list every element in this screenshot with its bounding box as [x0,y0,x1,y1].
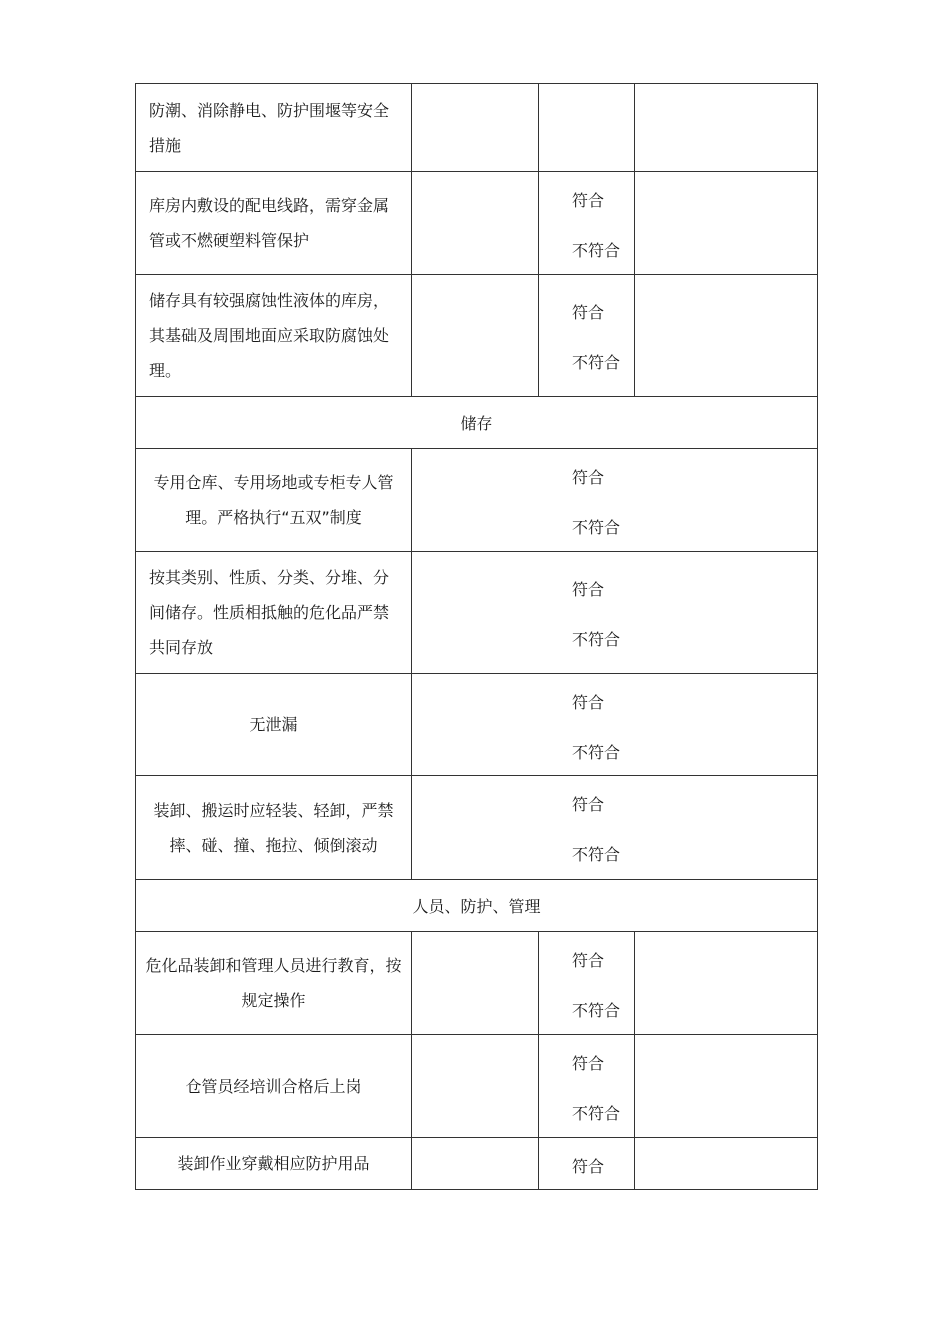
check-item: 装卸作业穿戴相应防护用品 [136,1138,412,1190]
blank-cell [412,1035,539,1138]
result-cell [412,776,818,880]
blank-cell [412,84,539,172]
section-title: 人员、防护、管理 [136,880,818,932]
option-conform[interactable]: 符合 [572,951,605,970]
result-cell [539,1138,635,1190]
result-cell [539,1035,635,1138]
remark-cell [635,84,818,172]
blank-cell [412,172,539,275]
checklist-table [135,83,818,1190]
table-row [136,1138,818,1190]
table-row [136,776,818,880]
option-nonconform[interactable]: 不符合 [572,1104,621,1123]
check-item: 防潮、消除静电、防护围堰等安全措施 [136,84,412,172]
option-conform[interactable]: 符合 [572,1054,605,1073]
check-item: 无泄漏 [136,674,412,776]
option-conform[interactable]: 符合 [572,468,605,487]
check-item: 仓管员经培训合格后上岗 [136,1035,412,1138]
option-nonconform[interactable]: 不符合 [572,241,621,260]
check-item: 按其类别、性质、分类、分堆、分间储存。性质相抵触的危化品严禁共同存放 [136,552,412,674]
check-item: 装卸、搬运时应轻装、轻卸，严禁摔、碰、撞、拖拉、倾倒滚动 [136,776,412,880]
result-cell [539,275,635,397]
result-cell [412,552,818,674]
option-conform[interactable]: 符合 [572,693,605,712]
result-cell [539,172,635,275]
check-item: 危化品装卸和管理人员进行教育，按规定操作 [136,932,412,1035]
result-cell [412,449,818,552]
result-cell [539,84,635,172]
option-conform[interactable]: 符合 [572,303,605,322]
blank-cell [412,1138,539,1190]
option-conform[interactable]: 符合 [572,580,605,599]
result-cell [539,932,635,1035]
option-nonconform[interactable]: 不符合 [572,1001,621,1020]
remark-cell [635,932,818,1035]
remark-cell [635,275,818,397]
blank-cell [412,275,539,397]
option-nonconform[interactable]: 不符合 [572,518,621,537]
table-row [136,674,818,776]
option-nonconform[interactable]: 不符合 [572,353,621,372]
remark-cell [635,1138,818,1190]
option-nonconform[interactable]: 不符合 [572,845,621,864]
option-conform[interactable]: 符合 [572,1157,605,1176]
section-row [136,397,818,449]
check-item: 库房内敷设的配电线路，需穿金属管或不燃硬塑料管保护 [136,172,412,275]
remark-cell [635,172,818,275]
table-row [136,275,818,397]
result-cell [412,674,818,776]
option-nonconform[interactable]: 不符合 [572,630,621,649]
table-row [136,449,818,552]
section-row [136,880,818,932]
table-row [136,172,818,275]
table-row [136,932,818,1035]
check-item: 储存具有较强腐蚀性液体的库房，其基础及周围地面应采取防腐蚀处理。 [136,275,412,397]
table-row [136,552,818,674]
table-row [136,84,818,172]
check-item: 专用仓库、专用场地或专柜专人管理。严格执行“五双”制度 [136,449,412,552]
blank-cell [412,932,539,1035]
option-nonconform[interactable]: 不符合 [572,743,621,762]
table-row [136,1035,818,1138]
option-conform[interactable]: 符合 [572,191,605,210]
section-title: 储存 [136,397,818,449]
option-conform[interactable]: 符合 [572,795,605,814]
remark-cell [635,1035,818,1138]
